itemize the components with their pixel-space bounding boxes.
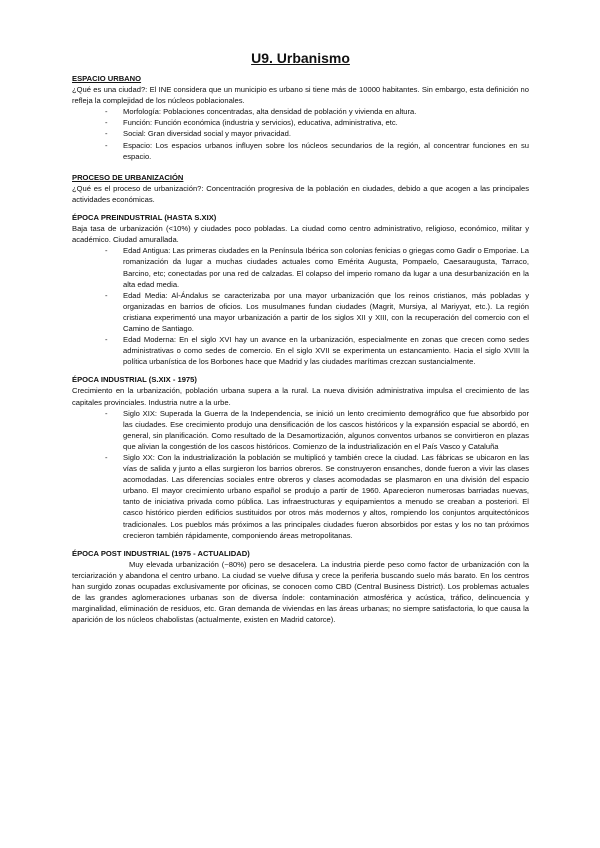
- espacio-list: [72, 106, 529, 161]
- proceso-intro: ¿Qué es el proceso de urbanización?: Concentración progresiva de la población en ciudades, debido a que acogen a las principales actividades económicas.: [72, 183, 529, 204]
- list-item: - Siglo XX: Con la industrialización la población se multiplicó y también crece la ciudad. Las fábricas se ubicaron en las vías de salida y junto a ellas surgieron los barrios obreros. Se construyeron ensanches, donde fueron a vivir las clases acomodadas. Las diferencias sociales entre obreros y clases acomodadas se plasmaron en una división del espacio urbano. El mayor crecimiento urbano español se produjo a partir de 1960. Aparecieron numerosas barriadas nuevas, tanto de iniciativa privada como pública. Las infraestructuras y equipamientos a menudo se creaban a posteriori. El casco histórico pierden edificios sustituidos por otros más modernos y altos, rompiendo los conjuntos arquitectónicos tradicionales. Los pueblos más próximos a las principales ciudades fueron absorbidos por estas y los no tan próximos crecieron también rápidamente, componiendo áreas metropolitanas.: [72, 452, 529, 541]
- list-item: - Social: Gran diversidad social y mayor privacidad.: [72, 128, 529, 139]
- preindustrial-intro: Baja tasa de urbanización (<10%) y ciudades poco pobladas. La ciudad como centro administrativo, religioso, económico, militar y académico. Ciudad amurallada.: [72, 224, 529, 245]
- section-heading-postindustrial: ÉPOCA POST INDUSTRIAL (1975 - ACTUALIDAD): [72, 548, 250, 558]
- list-item: - Edad Moderna: En el siglo XVI hay un avance en la urbanización, especialmente en zonas que crecen como sedes administrativas o como sedes de comercio. En el siglo XVII se experimenta un estancamiento. Hacia el siglo XVIII la política urbanística de los Borbones hace que Madrid y las ciudades marítimas crezcan sustancialmente.: [72, 334, 529, 367]
- espacio-intro: ¿Qué es una ciudad?: El INE considera que un municipio es urbano si tiene más de 10000 habitantes. Sin embargo, esta definición no refleja la complejidad de los núcleos poblacionales.: [72, 85, 529, 106]
- list-item: - Función: Función económica (industria y servicios), educativa, administrativa, etc.: [72, 117, 529, 128]
- list-item: - Edad Antigua: Las primeras ciudades en la Península Ibérica son colonias fenicias o griegas como Gadir o Emporiae. La romanización da lugar a muchas ciudades actuales como Emérita Augusta, Pompaelo, Caesaraugusta, Tarraco, Barcino, etc; conectadas por una red de calzadas. El colapso del imperio romano da lugar a una desurbanización en la alta edad media.: [72, 245, 529, 289]
- document-title: U9. Urbanismo: [251, 50, 350, 66]
- section-heading-espacio-urbano: ESPACIO URBANO: [72, 74, 142, 83]
- list-item: - Edad Media: Al-Ándalus se caracterizaba por una mayor urbanización que los reinos cristianos, más pobladas y organizadas en barrios de oficios. Los musulmanes fundan ciudades (Magrit, Mursiya, al Mariyyat, etc.). La región cristiana experimentó una mayor urbanización a partir de los siglos XII y XIII, con la recuperación del comercio con el Camino de Santiago.: [72, 290, 529, 334]
- list-item: - Siglo XIX: Superada la Guerra de la Independencia, se inició un lento crecimiento demográfico que fue absorbido por las ciudades. Ese crecimiento produjo una densificación de los cascos históricos y la expansión espacial se abordó, en general, sin planificación. Como resultado de la Desamortización, algunos conventos urbanos se convirtieron en plazas que alivian la congestión de los cascos históricos. Comienzo de la industrialización en el País Vasco y Cataluña: [72, 408, 529, 452]
- postindustrial-text: Muy elevada urbanización (~80%) pero se desacelera. La industria pierde peso como factor de urbanización con la terciarización y abandona el centro urbano. La ciudad se vuelve difusa y crece la periferia buscando suelo más barato. En los centros han surgido zonas ocupadas exclusivamente por oficinas, se conocen como CBD (Central Business District). Los problemas actuales de las grandes aglomeraciones urbanas son de diversa índole: contaminación atmosférica y acústica, tráfico, delincuencia y marginalidad, eliminación de residuos, etc. Gran demanda de viviendas en las áreas urbanas; no siempre satisfactoria, lo que causa la aparición de los núcleos chabolistas (actualmente, existen en Madrid catorce).: [72, 559, 529, 625]
- section-heading-industrial: ÉPOCA INDUSTRIAL (S.XIX - 1975): [72, 375, 197, 385]
- list-item: - Morfología: Poblaciones concentradas, alta densidad de población y vivienda en altura.: [72, 106, 529, 117]
- document-page: [72, 50, 529, 625]
- list-item: - Espacio: Los espacios urbanos influyen sobre los núcleos secundarios de la región, al concentrar funciones en su espacio.: [72, 140, 529, 162]
- preindustrial-list: [72, 245, 529, 367]
- section-heading-proceso: PROCESO DE URBANIZACIÓN: [72, 172, 184, 182]
- industrial-intro: Crecimiento en la urbanización, población urbana supera a la rural. La nueva división administrativa impulsa el crecimiento de las capitales provinciales. Industria nutre a la urbe.: [72, 386, 529, 407]
- industrial-list: [72, 408, 529, 541]
- section-heading-preindustrial: ÉPOCA PREINDUSTRIAL (HASTA S.XIX): [72, 213, 217, 223]
